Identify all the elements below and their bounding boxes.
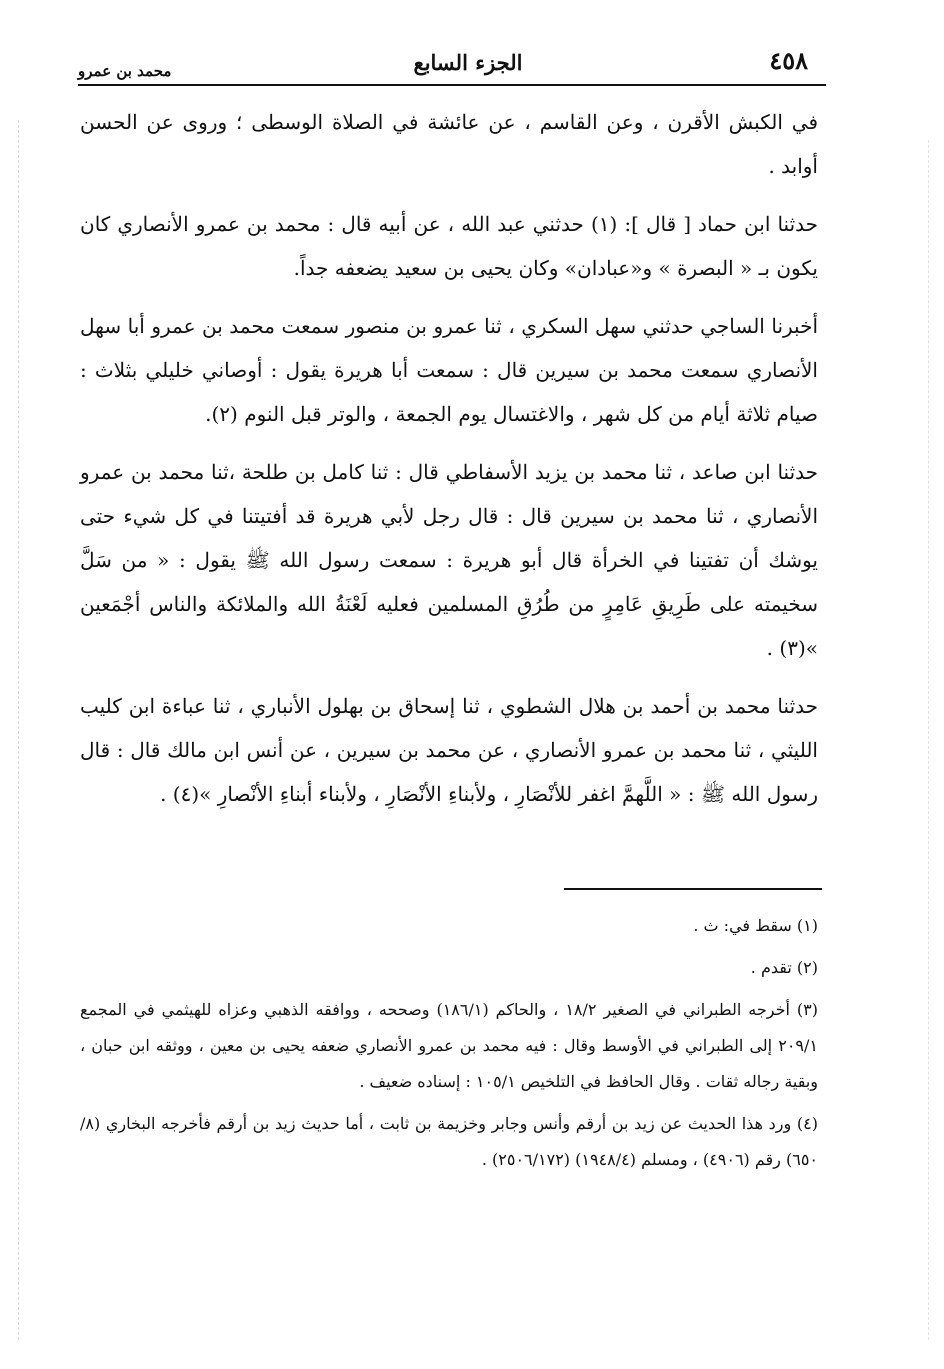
volume-title: الجزء السابع xyxy=(413,50,523,75)
footnote-separator xyxy=(564,888,822,890)
paragraph: حدثنا ابن حماد [ قال ]: (١) حدثني عبد الله ، عن أبيه قال : محمد بن عمرو الأنصاري كان يكون بـ « البصرة » و«عبادان» وكان يحيى بن سعيد يضعفه جداً. xyxy=(80,212,818,280)
page-edge-mark-right xyxy=(928,140,929,1340)
footnote: (١) سقط في: ث . xyxy=(693,916,818,935)
footnote: (٢) تقدم . xyxy=(750,958,818,977)
page-edge-mark-left xyxy=(18,120,19,1340)
page-header xyxy=(78,44,826,84)
footnote: (٤) ورد هذا الحديث عن زيد بن أرقم وأنس وجابر وخزيمة بن ثابت ، أما حديث زيد بن أرقم فأخرجه البخاري (٨/ ٦٥٠) رقم (٤٩٠٦) ، ومسلم (١٩٤٨/٤) (٢٥٠٦/١٧٢) . xyxy=(80,1114,818,1169)
footnotes xyxy=(80,908,818,1184)
paragraph: في الكبش الأقرن ، وعن القاسم ، عن عائشة في الصلاة الوسطى ؛ وروى عن الحسن أوابد . xyxy=(80,110,818,178)
main-text xyxy=(80,100,818,830)
header-rule xyxy=(78,84,826,86)
running-head: محمد بن عمرو xyxy=(78,62,172,80)
paragraph: حدثنا محمد بن أحمد بن هلال الشطوي ، ثنا إسحاق بن بهلول الأنباري ، ثنا عباءة ابن كليب الليثي ، ثنا محمد بن عمرو الأنصاري ، عن محمد بن سيرين ، عن أنس ابن مالك قال : قال رسول الله ﷺ : « اللَّهمَّ اغفر للأنْصَارِ ، ولأبناءِ الأنْصَارِ ، ولأبناء أبناءِ الأنْصارِ »(٤) . xyxy=(80,694,818,806)
paragraph: أخبرنا الساجي حدثني سهل السكري ، ثنا عمرو بن منصور سمعت محمد بن عمرو أبا سهل الأنصاري سمعت محمد بن سيرين قال : سمعت أبا هريرة يقول : أوصاني خليلي بثلاث : صيام ثلاثة أيام من كل شهر ، والاغتسال يوم الجمعة ، والوتر قبل النوم (٢). xyxy=(80,314,819,426)
page-number: ٤٥٨ xyxy=(769,46,808,75)
footnote: (٣) أخرجه الطبراني في الصغير ١٨/٢ ، والحاكم (١٨٦/١) وصححه ، ووافقه الذهبي وعزاه للهيثمي في المجمع ٢٠٩/١ إلى الطبراني في الأوسط وقال : فيه محمد بن عمرو الأنصاري ضعفه يحيى بن معين ، ووثقه ابن حبان ، وبقية رجاله ثقات . وقال الحافظ في التلخيص ١٠٥/١ : إسناده ضعيف . xyxy=(80,1000,818,1091)
paragraph: حدثنا ابن صاعد ، ثنا محمد بن يزيد الأسفاطي قال : ثنا كامل بن طلحة ،ثنا محمد بن عمرو الأنصاري ، ثنا محمد بن سيرين قال : قال رجل لأبي هريرة قد أفتيتنا في كل شيء حتى يوشك أن تفتينا في الخرأة قال أبو هريرة : سمعت رسول الله ﷺ يقول : « من سَلَّ سخيمته على طَرِيقِ عَامِرٍ من طُرُقِ المسلمين فعليه لَعْنَةُ الله والملائكة والناس أجْمَعين »(٣) . xyxy=(80,460,819,660)
